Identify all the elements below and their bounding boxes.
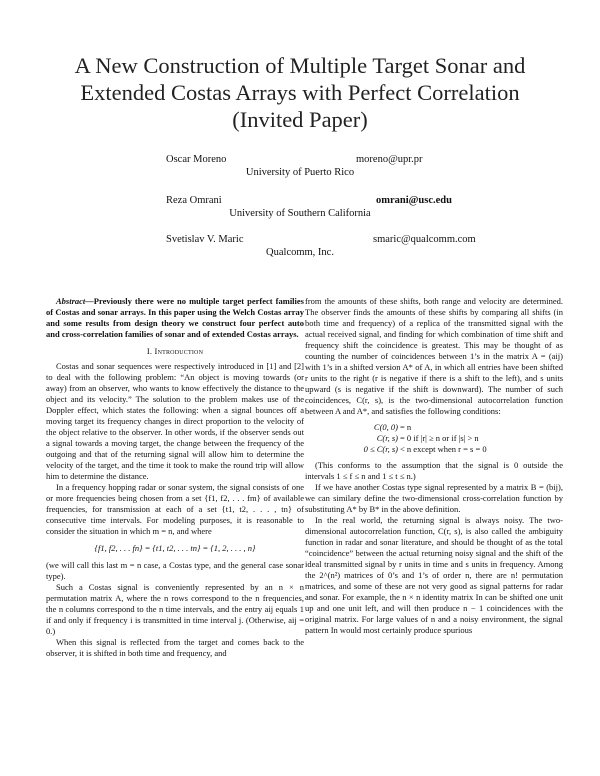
author-email[interactable]: omrani@usc.edu: [376, 195, 452, 206]
paragraph: from the amounts of these shifts, both range and velocity are determined. The observer finds the amounts of these shifts by comparing all shifts (in both time and frequency) of a replica of the transmitted signal with the actual received signal, and finding for which combination of time shift and frequency shift the coincidence is greatest. This may be thought of as counting the number of coincidences between 1’s in the matrix A = (aij) with 1’s in a shifted version A* of A, in which all entries have been shifted r units to the right (r is negative if there is a shift to the left), and s units upward (s is negative if the shift is downward). The number of such coincidences, C(r, s), is the two-dimensional autocorrelation function between A and A*, and satisfies the following conditions:: [305, 296, 563, 416]
paragraph: When this signal is reflected from the target and comes back to the observer, it is shifted in both time and frequency, and: [46, 637, 304, 658]
equation-rhs: < n except when r = s = 0: [400, 444, 487, 454]
paragraph: Such a Costas signal is conveniently represented by an n × n permutation matrix A, where the n rows correspond to the n frequencies, the n columns correspond to the n time intervals, and the entry aij equals 1 if and only if frequency i is transmitted in time interval j. (Otherwise, aij = 0.): [46, 582, 304, 636]
author-affiliation: Qualcomm, Inc.: [266, 247, 334, 258]
left-column: [46, 296, 304, 659]
title-line-1: A New Construction of Multiple Target Sonar and: [74, 53, 526, 78]
title-line-3: (Invited Paper): [232, 107, 368, 132]
paragraph: (This conforms to the assumption that the signal is 0 outside the intervals 1 ≤ f ≤ n and 1 ≤ t ≤ n.): [305, 460, 563, 481]
equation-rhs: = n: [400, 422, 412, 432]
abstract-lead: Abstract—: [56, 296, 94, 306]
author-email[interactable]: moreno@upr.pr: [356, 154, 423, 165]
equation-lhs: C(0, 0): [373, 422, 398, 432]
equation-block: [305, 422, 563, 455]
paragraph: In the real world, the returning signal is always noisy. The two-dimensional autocorrelation function, C(r, s), is also called the ambiguity function in radar and sonar literature, and should be thought of as the total “coincidence” between the actual returning noisy signal and the shift of the ideal transmitted signal by r units in time and s units in frequency. Among the 2^(n²) matrices of 0’s and 1’s of order n, there are n! permutation matrices, and some of these are not very good as signal patterns for radar and sonar. For example, the n × n identity matrix In can be shifted one unit up and one unit left, and will then produce n − 1 coincidences with the original matrix. For large values of n and a noisy environment, the signal pattern In would most certainly produce spurious: [305, 515, 563, 635]
right-column: [305, 296, 563, 636]
title-line-2: Extended Costas Arrays with Perfect Correlation: [80, 80, 520, 105]
paper-title: [40, 52, 560, 133]
equation-lhs: C(r, s): [376, 433, 398, 443]
author-name: Svetislav V. Maric: [166, 234, 244, 245]
author-email[interactable]: smaric@qualcomm.com: [373, 234, 476, 245]
abstract: [46, 296, 304, 340]
equation-row: [305, 433, 563, 444]
equation-lhs: 0 ≤ C(r, s): [363, 444, 398, 454]
equation-row: [305, 422, 563, 433]
paragraph: In a frequency hopping radar or sonar system, the signal consists of one or more frequencies being chosen from a set {f1, f2, . . . fm} of available frequencies, for transmission at each of a set {t1, t2, . . . , tn} of consecutive time intervals. For modeling purposes, it is reasonable to consider the situation in which m = n, and where: [46, 482, 304, 536]
author-affiliation: University of Southern California: [229, 208, 371, 219]
author-name: Reza Omrani: [166, 195, 222, 206]
section-heading: I. Introduction: [146, 346, 204, 356]
author-affiliation: University of Puerto Rico: [245, 167, 355, 178]
equation-rhs: = 0 if |r| ≥ n or if |s| > n: [400, 433, 479, 443]
equation-row: [305, 444, 563, 455]
paragraph: (we will call this last m = n case, a Costas type, and the general case sonar type).: [46, 560, 304, 581]
abstract-text: Previously there were no multiple target perfect families of Costas and sonar arrays. In this paper using the Welch Costas array and some results from design theory we construct four perfect auto and cross-correlation families of sonar and of extended Costas arrays.: [46, 296, 304, 339]
equation: {f1, f2, . . . fn} = {t1, t2, . . . tn} = {1, 2, . . . , n}: [94, 543, 256, 553]
paragraph: If we have another Costas type signal represented by a matrix B = (bij), we can similary define the two-dimensional cross-correlation function by substituting A* by B* in the above definition.: [305, 482, 563, 514]
author-name: Oscar Moreno: [166, 154, 227, 165]
paragraph: Costas and sonar sequences were respectively introduced in [1] and [2] to deal with the following problem: “An object is moving towards (or away) from an observer, who wants to know effectively the distance to the object and its velocity.” The solution to the problem makes use of the Doppler effect, which states the following: when a signal bounces off a moving target its frequency changes in direct proportion to the velocity of the object relative to the observer. In other words, if the observer sends out a signal towards a moving target, the change between the frequency of the outgoing and that of the returning signal will allow him to determine the velocity of the target, and the time it took to make the round trip will allow him to determine the distance.: [46, 361, 304, 481]
